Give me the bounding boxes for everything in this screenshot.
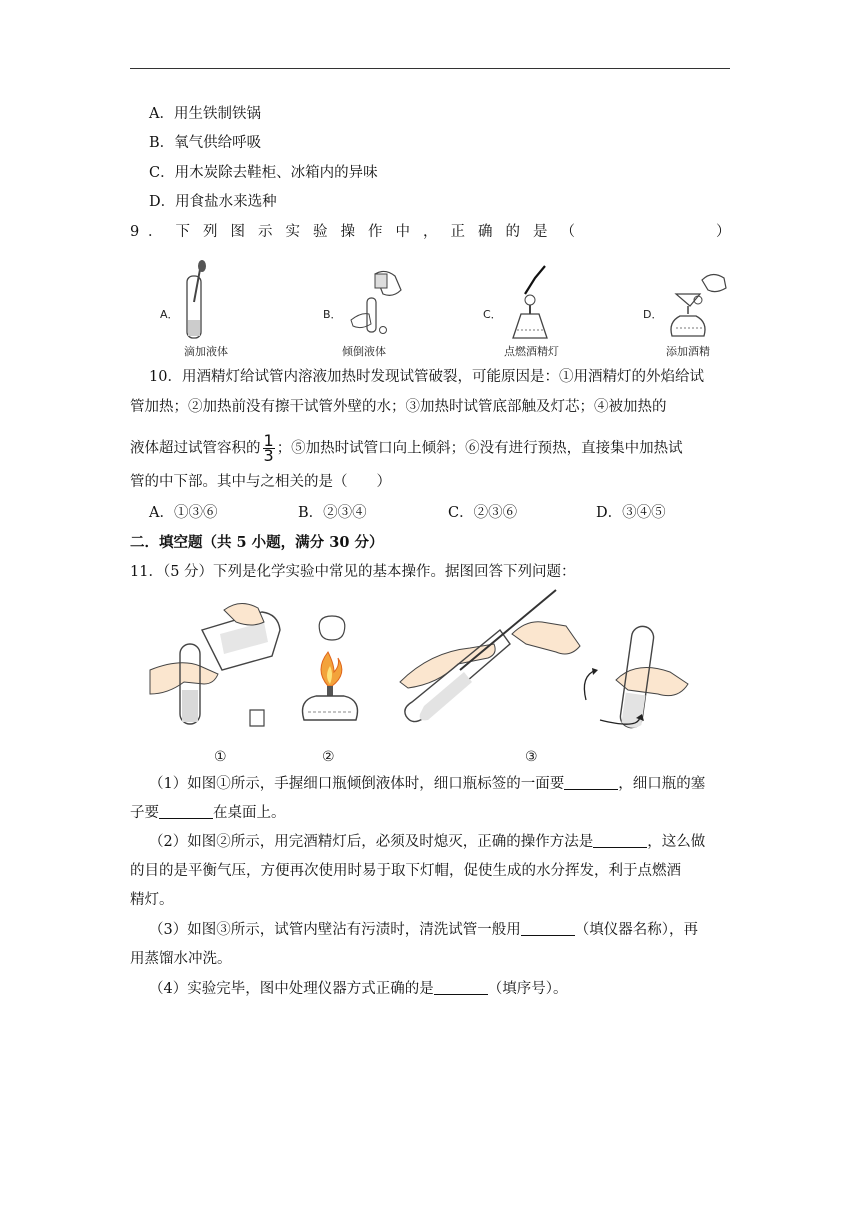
q8-option-d: D．用食盐水来选种 xyxy=(149,194,277,210)
q11-part3-b: （填仪器名称），再 xyxy=(574,922,698,938)
q11-fig2-image xyxy=(294,614,364,726)
q11-part2-line2: 的目的是平衡气压，方便再次使用时易于取下灯帽，促使生成的水分挥发，利于点燃酒 xyxy=(130,863,681,879)
q8-option-c: C．用木炭除去鞋柜、冰箱内的异味 xyxy=(149,165,378,181)
q11-part1-c: 子要 xyxy=(130,805,159,821)
q9-fig-b-caption: 倾倒液体 xyxy=(342,345,386,358)
fraction-numerator: 1 xyxy=(263,431,274,450)
q11-part4-a: （4）实验完毕，图中处理仪器方式正确的是 xyxy=(149,981,434,997)
q11-fig1-image xyxy=(150,600,290,730)
q9-fig-b-letter: B． xyxy=(323,308,342,321)
q11-part4-b: （填序号）。 xyxy=(487,981,568,997)
q9-number: 9 xyxy=(130,224,140,240)
q9-fig-a-image xyxy=(175,262,225,342)
q11-fig3-label: ③ xyxy=(525,749,538,765)
q10-option-a: A．①③⑥ xyxy=(149,505,218,521)
q11-part3-line2: 用蒸馏水冲洗。 xyxy=(130,951,232,967)
q9-fig-a-caption: 滴加液体 xyxy=(184,345,228,358)
q11-fig3-image xyxy=(400,590,690,740)
q11-part4-line1 xyxy=(149,979,567,999)
q11-stem: 11．（5 分）下列是化学实验中常见的基本操作。据图回答下列问题： xyxy=(130,564,576,580)
q11-part1-a: （1）如图①所示，手握细口瓶倾倒液体时，细口瓶标签的一面要 xyxy=(149,776,565,792)
q11-part1-line1 xyxy=(149,774,705,794)
q10-line3-pre: 液体超过试管容积的 xyxy=(130,440,261,457)
q9-stem: ．下列图示实验操作中，正确的是（ xyxy=(148,224,588,240)
q11-fig1-label: ① xyxy=(214,749,227,765)
q9-fig-c-letter: C． xyxy=(483,308,502,321)
q11-fig2-label: ② xyxy=(322,749,335,765)
q10-line3 xyxy=(130,431,683,465)
q11-part1-b: ，细口瓶的塞 xyxy=(618,776,706,792)
q10-option-c: C．②③⑥ xyxy=(448,505,518,521)
q9-fig-a-letter: A． xyxy=(160,308,179,321)
q10-option-b: B．②③④ xyxy=(298,505,367,521)
q11-part3-line1 xyxy=(149,920,698,940)
q11-part1-d: 在桌面上。 xyxy=(213,805,286,821)
q11-part2-line3: 精灯。 xyxy=(130,892,174,908)
q9-fig-c-image xyxy=(505,266,565,342)
q10-line4: 管的中下部。其中与之相关的是（ ） xyxy=(130,474,391,490)
q8-option-a: A．用生铁制铁锅 xyxy=(149,106,261,122)
q11-part2-a: （2）如图②所示，用完酒精灯后，必须及时熄灭，正确的操作方法是 xyxy=(149,834,594,850)
q9-fig-c-caption: 点燃酒精灯 xyxy=(504,345,559,358)
q10-option-d: D．③④⑤ xyxy=(596,505,666,521)
q9-fig-d-caption: 添加酒精 xyxy=(666,345,710,358)
answer-blank-2[interactable] xyxy=(159,804,213,819)
answer-blank-1[interactable] xyxy=(564,775,618,790)
answer-blank-3[interactable] xyxy=(593,833,647,848)
q11-part2-b: ，这么做 xyxy=(647,834,706,850)
q11-part3-a: （3）如图③所示，试管内壁沾有污渍时，清洗试管一般用 xyxy=(149,922,521,938)
header-rule xyxy=(130,68,730,69)
q9-fig-d-letter: D． xyxy=(643,308,663,321)
fraction-one-third xyxy=(263,431,275,465)
q9-fig-b-image xyxy=(345,268,415,338)
fraction-denominator: 3 xyxy=(263,446,274,465)
q11-part1-line2 xyxy=(130,803,286,823)
q10-line3-post: ；⑤加热时试管口向上倾斜；⑥没有进行预热，直接集中加热试 xyxy=(276,440,683,457)
q9-close-paren: ） xyxy=(716,224,731,240)
q10-line1: 10．用酒精灯给试管内溶液加热时发现试管破裂，可能原因是：①用酒精灯的外焰给试 xyxy=(149,369,704,385)
q10-line2: 管加热；②加热前没有擦干试管外壁的水；③加热时试管底部触及灯芯；④被加热的 xyxy=(130,399,667,415)
q11-part2-line1 xyxy=(149,832,705,852)
section-heading: 二．填空题（共 5 小题，满分 30 分） xyxy=(130,534,384,551)
answer-blank-5[interactable] xyxy=(434,980,488,995)
q9-fig-d-image xyxy=(662,266,732,342)
q8-option-b: B．氧气供给呼吸 xyxy=(149,135,262,151)
answer-blank-4[interactable] xyxy=(521,921,575,936)
